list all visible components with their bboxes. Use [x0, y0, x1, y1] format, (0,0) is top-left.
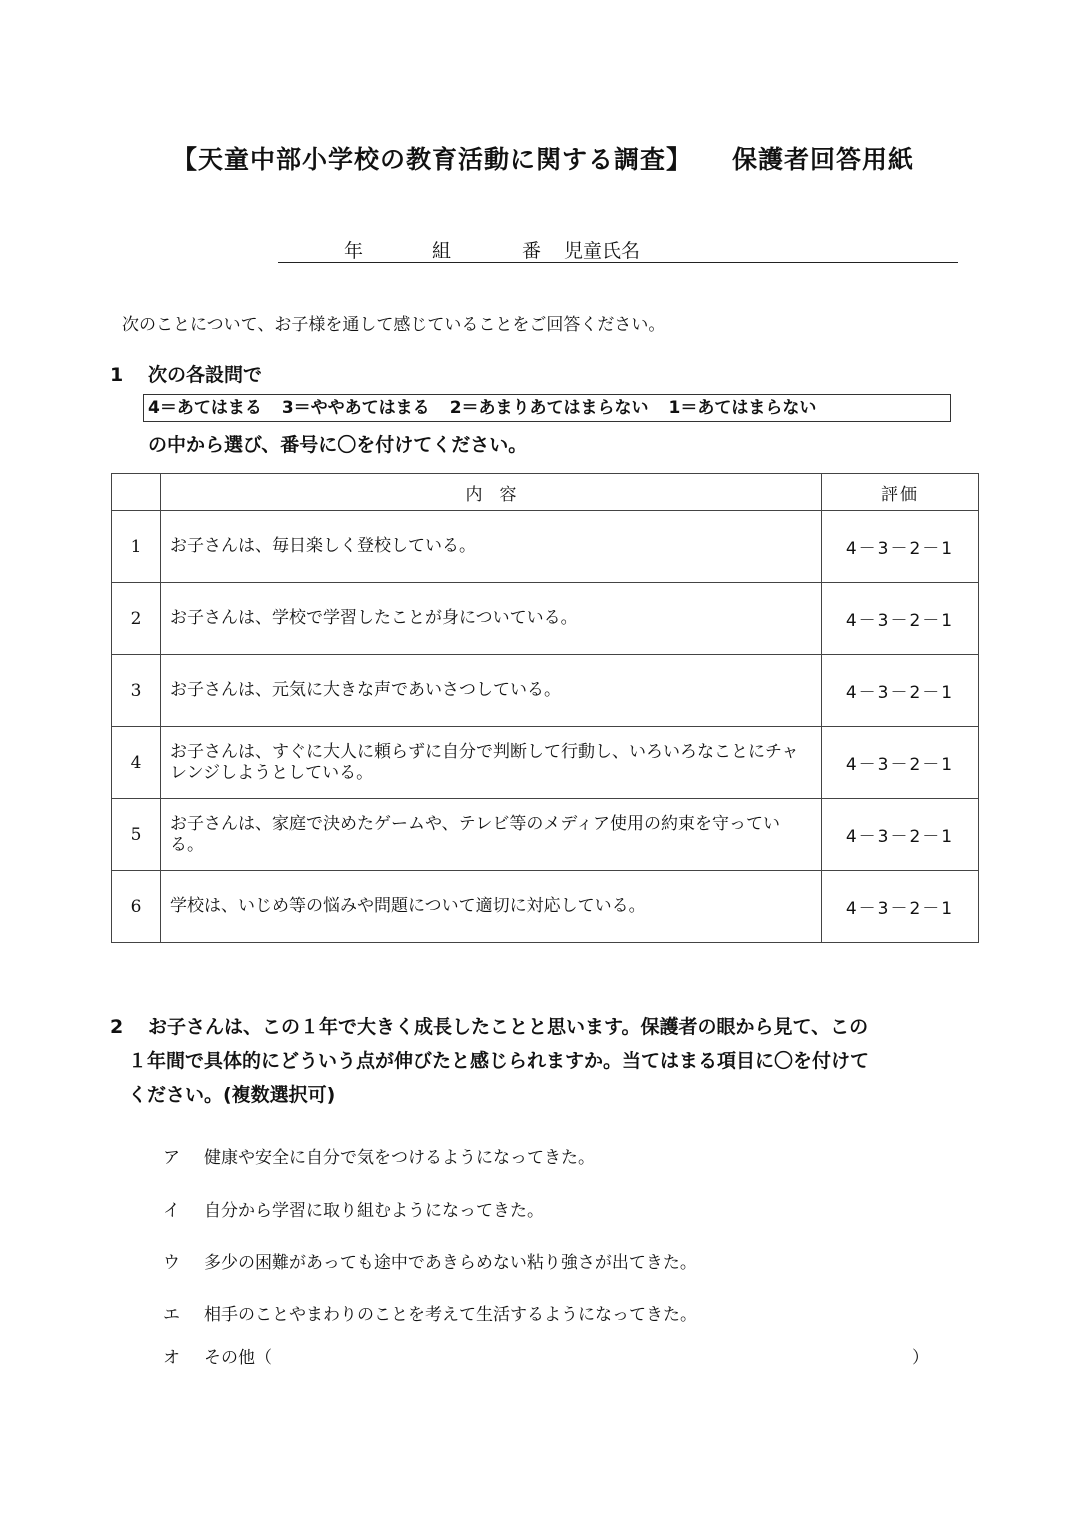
intro-text: 次のことについて、お子様を通して感じていることをご回答ください。 — [122, 315, 666, 335]
row-text: お子さんは、すぐに大人に頼らずに自分で判断して行動し、いろいろなことにチャレンジしようとしている。 — [161, 727, 822, 799]
question-1-heading — [110, 360, 262, 387]
title-main: 【天童中部小学校の教育活動に関する調査】 — [171, 145, 692, 174]
row-number: 1 — [112, 511, 161, 583]
header-number — [112, 474, 161, 511]
option-letter: オ — [163, 1348, 180, 1368]
option-text: 健康や安全に自分で気をつけるようになってきた。 — [204, 1148, 595, 1168]
row-rating[interactable]: 4－3－2－1 — [822, 871, 979, 943]
table-row — [112, 871, 979, 943]
row-number: 4 — [112, 727, 161, 799]
question-1-instruction: の中から選び、番号に〇を付けてください。 — [148, 434, 528, 456]
option-o-other[interactable] — [163, 1343, 272, 1368]
row-rating[interactable]: 4－3－2－1 — [822, 511, 979, 583]
row-number: 5 — [112, 799, 161, 871]
row-number: 3 — [112, 655, 161, 727]
question-2-line: １年間で具体的にどういう点が伸びたと感じられますか。当てはまる項目に〇を付けて — [128, 1050, 870, 1072]
rating-scale-box — [143, 394, 951, 422]
scale-item: 1＝あてはまらない — [668, 398, 817, 418]
option-i[interactable] — [163, 1196, 544, 1221]
student-name-line[interactable] — [278, 236, 958, 263]
header-rating: 評価 — [822, 474, 979, 511]
option-letter: イ — [163, 1201, 180, 1221]
number-label: 番 — [522, 240, 542, 262]
class-label: 組 — [432, 240, 452, 262]
question-1-text: 次の各設問で — [148, 364, 263, 386]
year-label: 年 — [344, 240, 364, 262]
question-1-number: 1 — [110, 364, 124, 386]
question-2-line — [110, 1010, 982, 1044]
row-text: 学校は、いじめ等の悩みや問題について適切に対応している。 — [161, 871, 822, 943]
option-u[interactable] — [163, 1248, 697, 1273]
question-2-line: ください。(複数選択可) — [128, 1084, 336, 1106]
document-title — [0, 140, 1086, 176]
table-row — [112, 583, 979, 655]
other-paren-close: ） — [912, 1348, 929, 1368]
option-a[interactable] — [163, 1143, 595, 1168]
option-e[interactable] — [163, 1300, 697, 1325]
question-2 — [110, 1010, 982, 1112]
option-text: その他（ — [204, 1348, 272, 1368]
row-number: 2 — [112, 583, 161, 655]
header-content: 内 容 — [161, 474, 822, 511]
option-text: 多少の困難があっても途中であきらめない粘り強さが出てきた。 — [204, 1253, 697, 1273]
table-row — [112, 727, 979, 799]
option-text: 自分から学習に取り組むようになってきた。 — [204, 1201, 544, 1221]
row-text: お子さんは、家庭で決めたゲームや、テレビ等のメディア使用の約束を守っている。 — [161, 799, 822, 871]
scale-item: 4＝あてはまる — [148, 398, 262, 418]
option-letter: エ — [163, 1305, 180, 1325]
row-rating[interactable]: 4－3－2－1 — [822, 727, 979, 799]
table-row — [112, 799, 979, 871]
row-text: お子さんは、学校で学習したことが身についている。 — [161, 583, 822, 655]
table-row — [112, 655, 979, 727]
row-text: お子さんは、毎日楽しく登校している。 — [161, 511, 822, 583]
row-text: お子さんは、元気に大きな声であいさつしている。 — [161, 655, 822, 727]
row-number: 6 — [112, 871, 161, 943]
row-rating[interactable]: 4－3－2－1 — [822, 583, 979, 655]
question-2-text: お子さんは、この１年で大きく成長したことと思います。保護者の眼から見て、この — [148, 1016, 869, 1038]
option-letter: ウ — [163, 1253, 180, 1273]
table-header-row — [112, 474, 979, 511]
scale-item: 2＝あまりあてはまらない — [449, 398, 649, 418]
row-rating[interactable]: 4－3－2－1 — [822, 655, 979, 727]
question-2-number: 2 — [110, 1016, 124, 1038]
survey-table — [111, 473, 979, 943]
scale-item: 3＝ややあてはまる — [281, 398, 430, 418]
student-name-label: 児童氏名 — [564, 240, 641, 262]
title-sub: 保護者回答用紙 — [732, 145, 915, 174]
option-letter: ア — [163, 1148, 180, 1168]
table-row — [112, 511, 979, 583]
row-rating[interactable]: 4－3－2－1 — [822, 799, 979, 871]
option-text: 相手のことやまわりのことを考えて生活するようになってきた。 — [204, 1305, 697, 1325]
